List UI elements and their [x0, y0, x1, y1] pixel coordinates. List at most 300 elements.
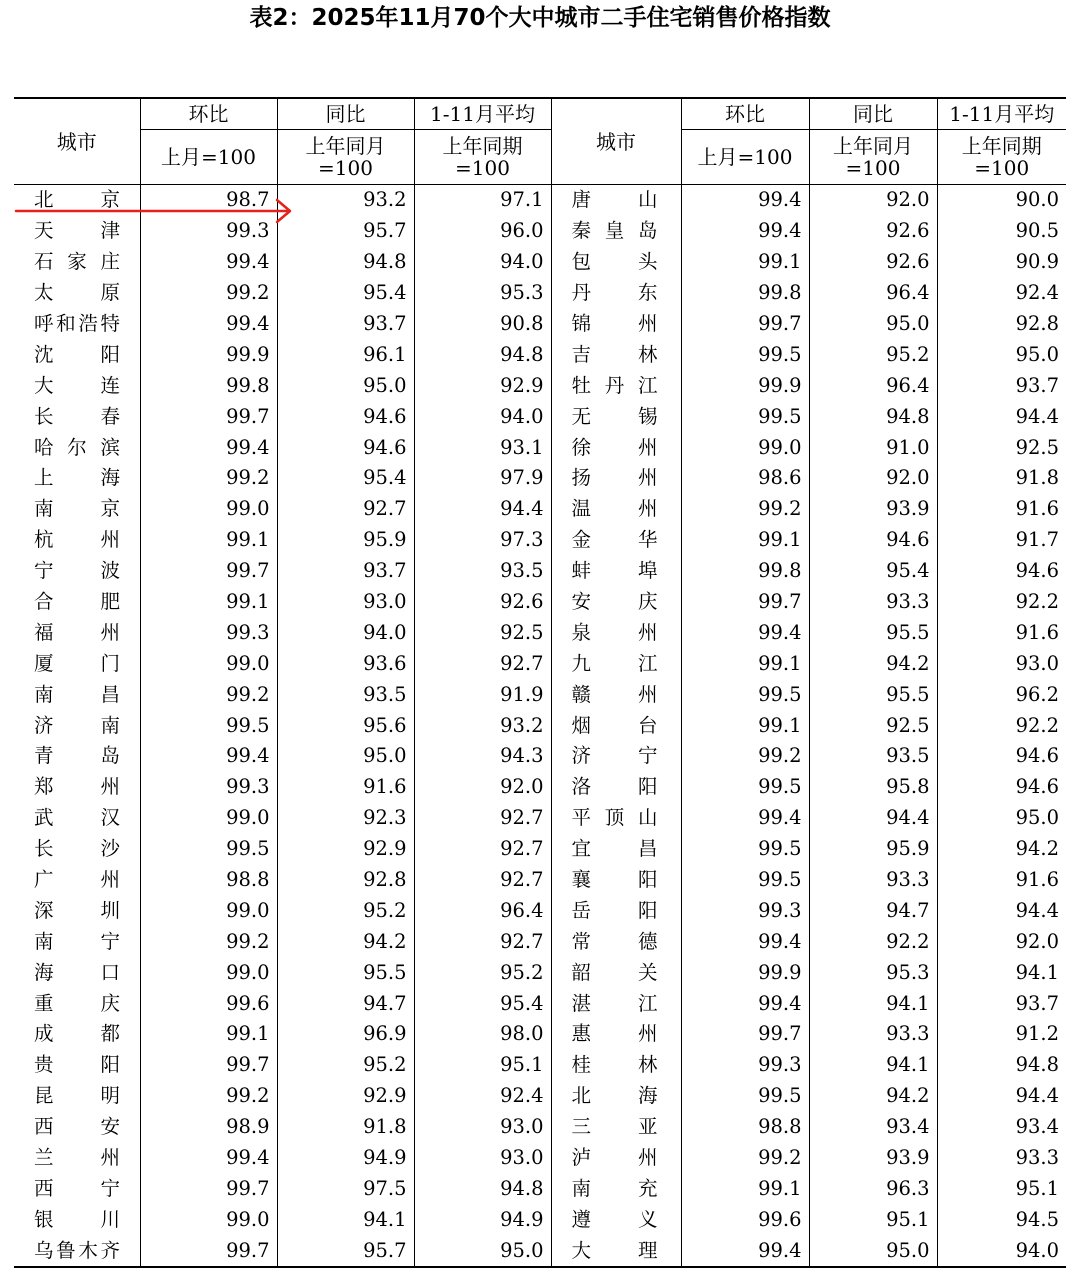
mom-value: 99.1 [140, 587, 277, 618]
mom-value: 99.3 [140, 216, 277, 247]
yoy-value: 91.8 [277, 1112, 414, 1143]
city-name [14, 401, 140, 432]
table-row [14, 1143, 1066, 1174]
city-name [551, 1019, 681, 1050]
avg-value: 92.6 [414, 587, 551, 618]
yoy-value: 94.2 [809, 648, 937, 679]
mom-value: 98.8 [681, 1112, 809, 1143]
yoy-value: 95.4 [277, 463, 414, 494]
city-name [14, 370, 140, 401]
yoy-value: 93.4 [809, 1112, 937, 1143]
table-row [14, 1174, 1066, 1205]
city-name [14, 865, 140, 896]
avg-value: 94.4 [937, 1081, 1066, 1112]
avg-value: 91.6 [937, 494, 1066, 525]
city-name [14, 1081, 140, 1112]
table-row [14, 185, 1066, 216]
city-label: 太 原 [34, 281, 120, 305]
city-name [14, 988, 140, 1019]
mom-value: 99.4 [681, 185, 809, 216]
table-row [14, 247, 1066, 278]
table-row [14, 1050, 1066, 1081]
city-label: 唐 山 [571, 188, 658, 212]
city-name [551, 865, 681, 896]
yoy-value: 93.3 [809, 865, 937, 896]
mom-value: 99.0 [140, 1204, 277, 1235]
avg-value: 91.2 [937, 1019, 1066, 1050]
yoy-value: 94.1 [809, 1050, 937, 1081]
city-label: 昆 明 [34, 1084, 120, 1108]
avg-value: 97.9 [414, 463, 551, 494]
avg-value: 94.0 [937, 1235, 1066, 1267]
avg-value: 93.0 [414, 1143, 551, 1174]
mom-value: 99.9 [140, 339, 277, 370]
avg-value: 92.8 [937, 309, 1066, 340]
city-label: 武 汉 [34, 806, 120, 830]
avg-value: 95.1 [937, 1174, 1066, 1205]
yoy-value: 92.2 [809, 926, 937, 957]
avg-value: 94.6 [937, 741, 1066, 772]
city-name [551, 772, 681, 803]
city-name [551, 1081, 681, 1112]
mom-value: 99.1 [681, 710, 809, 741]
city-name [14, 1235, 140, 1267]
mom-value: 99.1 [681, 525, 809, 556]
mom-value: 99.9 [681, 370, 809, 401]
city-name [14, 1019, 140, 1050]
city-name [14, 556, 140, 587]
avg-value: 94.4 [414, 494, 551, 525]
avg-value: 94.9 [414, 1204, 551, 1235]
mom-value: 99.7 [140, 1174, 277, 1205]
table-row [14, 216, 1066, 247]
yoy-value: 94.8 [277, 247, 414, 278]
mom-value: 99.1 [681, 1174, 809, 1205]
mom-value: 99.0 [681, 432, 809, 463]
table-row [14, 401, 1066, 432]
city-name [551, 432, 681, 463]
table-row [14, 710, 1066, 741]
mom-value: 99.8 [681, 278, 809, 309]
city-name [14, 1143, 140, 1174]
city-name [14, 926, 140, 957]
avg-value: 96.2 [937, 679, 1066, 710]
avg-value: 95.0 [937, 339, 1066, 370]
mom-value: 99.8 [140, 370, 277, 401]
yoy-value: 95.0 [277, 370, 414, 401]
mom-value: 99.5 [140, 710, 277, 741]
avg-value: 95.0 [414, 1235, 551, 1267]
table-row [14, 834, 1066, 865]
city-label: 襄 阳 [571, 868, 658, 892]
table-row [14, 556, 1066, 587]
city-label: 济 宁 [571, 744, 658, 768]
avg-value: 92.7 [414, 648, 551, 679]
avg-value: 95.3 [414, 278, 551, 309]
city-label: 洛 阳 [571, 775, 658, 799]
city-label: 安 庆 [571, 590, 658, 614]
header-mom: 环比 [140, 98, 277, 130]
yoy-value: 95.0 [277, 741, 414, 772]
avg-value: 93.7 [937, 370, 1066, 401]
city-label: 西 宁 [34, 1176, 120, 1200]
avg-value: 97.1 [414, 185, 551, 216]
city-label: 秦 皇 岛 [571, 219, 658, 243]
mom-value: 98.8 [140, 865, 277, 896]
yoy-value: 94.6 [277, 432, 414, 463]
yoy-value: 94.7 [809, 895, 937, 926]
city-name [14, 741, 140, 772]
city-name [551, 278, 681, 309]
table-row [14, 741, 1066, 772]
city-label: 无 锡 [571, 404, 658, 428]
page-title: 表2：2025年11月70个大中城市二手住宅销售价格指数 [249, 5, 831, 31]
city-label: 烟 台 [571, 713, 658, 737]
yoy-value: 93.5 [809, 741, 937, 772]
avg-value: 94.3 [414, 741, 551, 772]
header-mom-base: 上月=100 [140, 130, 277, 185]
mom-value: 99.4 [681, 803, 809, 834]
table-row [14, 957, 1066, 988]
yoy-value: 95.9 [277, 525, 414, 556]
header-mom-base-right: 上月=100 [681, 130, 809, 185]
mom-value: 99.2 [681, 741, 809, 772]
avg-value: 92.0 [937, 926, 1066, 957]
yoy-value: 94.8 [809, 401, 937, 432]
city-label: 哈 尔 滨 [34, 435, 120, 459]
city-name [551, 185, 681, 216]
avg-value: 90.5 [937, 216, 1066, 247]
mom-value: 99.6 [140, 988, 277, 1019]
avg-value: 92.7 [414, 865, 551, 896]
mom-value: 99.0 [140, 648, 277, 679]
city-name [551, 494, 681, 525]
city-name [551, 309, 681, 340]
table-row [14, 278, 1066, 309]
city-name [551, 401, 681, 432]
city-label: 北 海 [571, 1084, 658, 1108]
city-label: 温 州 [571, 497, 658, 521]
city-name [551, 741, 681, 772]
city-name [14, 710, 140, 741]
city-label: 长 春 [34, 404, 120, 428]
city-label: 平 顶 山 [571, 806, 658, 830]
yoy-value: 91.0 [809, 432, 937, 463]
mom-value: 99.5 [681, 401, 809, 432]
avg-value: 95.1 [414, 1050, 551, 1081]
city-label: 广 州 [34, 868, 120, 892]
mom-value: 99.1 [681, 247, 809, 278]
header-avg: 1-11月平均 [414, 98, 551, 130]
table-row [14, 1081, 1066, 1112]
city-label: 吉 林 [571, 342, 658, 366]
mom-value: 99.7 [681, 1019, 809, 1050]
table-row [14, 1204, 1066, 1235]
avg-value: 95.4 [414, 988, 551, 1019]
table-row [14, 988, 1066, 1019]
city-label: 乌 鲁 木 齐 [34, 1238, 120, 1262]
city-label: 桂 林 [571, 1053, 658, 1077]
mom-value: 99.7 [140, 1235, 277, 1267]
mom-value: 99.0 [140, 957, 277, 988]
city-name [551, 247, 681, 278]
yoy-value: 92.3 [277, 803, 414, 834]
mom-value: 99.4 [140, 741, 277, 772]
mom-value: 99.5 [681, 339, 809, 370]
city-name [551, 1204, 681, 1235]
avg-value: 93.3 [937, 1143, 1066, 1174]
yoy-value: 95.2 [277, 895, 414, 926]
mom-value: 99.2 [140, 1081, 277, 1112]
avg-value: 94.4 [937, 895, 1066, 926]
city-label: 福 州 [34, 620, 120, 644]
city-label: 泸 州 [571, 1146, 658, 1170]
mom-value: 99.5 [681, 772, 809, 803]
avg-value: 94.6 [937, 556, 1066, 587]
table-row [14, 463, 1066, 494]
mom-value: 99.5 [681, 834, 809, 865]
city-name [14, 895, 140, 926]
avg-value: 92.5 [414, 617, 551, 648]
mom-value: 99.4 [681, 617, 809, 648]
city-label: 深 圳 [34, 898, 120, 922]
city-name [14, 309, 140, 340]
yoy-value: 95.2 [277, 1050, 414, 1081]
avg-value: 93.1 [414, 432, 551, 463]
yoy-value: 94.1 [277, 1204, 414, 1235]
city-label: 韶 关 [571, 960, 658, 984]
table-row [14, 370, 1066, 401]
city-name [14, 1050, 140, 1081]
city-name [14, 247, 140, 278]
table-row [14, 865, 1066, 896]
city-name [14, 772, 140, 803]
avg-value: 90.0 [937, 185, 1066, 216]
avg-value: 93.5 [414, 556, 551, 587]
city-name [551, 1235, 681, 1267]
mom-value: 99.3 [140, 617, 277, 648]
price-index-table [14, 97, 1066, 1268]
mom-value: 99.0 [140, 494, 277, 525]
city-name [551, 988, 681, 1019]
avg-value: 92.5 [937, 432, 1066, 463]
yoy-value: 91.6 [277, 772, 414, 803]
city-label: 遵 义 [571, 1207, 658, 1231]
city-name [14, 216, 140, 247]
yoy-value: 93.5 [277, 679, 414, 710]
city-name [14, 432, 140, 463]
avg-value: 94.2 [937, 834, 1066, 865]
mom-value: 99.1 [140, 1019, 277, 1050]
yoy-value: 92.7 [277, 494, 414, 525]
avg-value: 94.0 [414, 247, 551, 278]
mom-value: 99.5 [140, 834, 277, 865]
avg-value: 93.7 [937, 988, 1066, 1019]
mom-value: 99.9 [681, 957, 809, 988]
city-name [14, 648, 140, 679]
avg-value: 92.7 [414, 926, 551, 957]
avg-value: 94.8 [414, 1174, 551, 1205]
yoy-value: 97.5 [277, 1174, 414, 1205]
yoy-value: 96.4 [809, 278, 937, 309]
yoy-value: 94.1 [809, 988, 937, 1019]
city-label: 包 头 [571, 250, 658, 274]
mom-value: 99.7 [681, 587, 809, 618]
avg-value: 94.8 [414, 339, 551, 370]
avg-value: 91.8 [937, 463, 1066, 494]
city-name [14, 587, 140, 618]
yoy-value: 95.5 [277, 957, 414, 988]
table-row [14, 895, 1066, 926]
city-label: 南 京 [34, 497, 120, 521]
header-yoy-base: 上年同月 =100 [277, 130, 414, 185]
table-row [14, 587, 1066, 618]
yoy-value: 95.2 [809, 339, 937, 370]
city-name [14, 617, 140, 648]
table-row [14, 648, 1066, 679]
city-name [14, 339, 140, 370]
city-label: 南 昌 [34, 682, 120, 706]
mom-value: 99.5 [681, 679, 809, 710]
city-name [14, 278, 140, 309]
city-label: 金 华 [571, 528, 658, 552]
avg-value: 90.9 [937, 247, 1066, 278]
city-name [551, 370, 681, 401]
city-label: 泉 州 [571, 620, 658, 644]
yoy-value: 95.4 [277, 278, 414, 309]
city-label: 重 庆 [34, 991, 120, 1015]
yoy-value: 96.9 [277, 1019, 414, 1050]
yoy-value: 95.6 [277, 710, 414, 741]
yoy-value: 92.0 [809, 463, 937, 494]
header-yoy: 同比 [277, 98, 414, 130]
mom-value: 99.2 [140, 679, 277, 710]
yoy-value: 92.8 [277, 865, 414, 896]
yoy-value: 96.1 [277, 339, 414, 370]
yoy-value: 94.6 [809, 525, 937, 556]
city-label: 海 口 [34, 960, 120, 984]
mom-value: 99.4 [140, 247, 277, 278]
yoy-value: 95.4 [809, 556, 937, 587]
mom-value: 99.1 [681, 648, 809, 679]
yoy-value: 94.7 [277, 988, 414, 1019]
yoy-value: 93.3 [809, 1019, 937, 1050]
city-label: 九 江 [571, 651, 658, 675]
avg-value: 96.4 [414, 895, 551, 926]
mom-value: 99.7 [140, 1050, 277, 1081]
city-label: 石 家 庄 [34, 250, 120, 274]
table-row [14, 494, 1066, 525]
header-avg-base-right: 上年同期 =100 [937, 130, 1066, 185]
city-name [551, 679, 681, 710]
avg-value: 91.7 [937, 525, 1066, 556]
table-row [14, 1235, 1066, 1267]
city-name [551, 1050, 681, 1081]
mom-value: 98.9 [140, 1112, 277, 1143]
city-label: 湛 江 [571, 991, 658, 1015]
mom-value: 99.3 [681, 1050, 809, 1081]
avg-value: 94.5 [937, 1204, 1066, 1235]
mom-value: 99.2 [681, 1143, 809, 1174]
city-name [14, 1112, 140, 1143]
yoy-value: 92.9 [277, 834, 414, 865]
table-row [14, 525, 1066, 556]
city-label: 贵 阳 [34, 1053, 120, 1077]
table-row [14, 1019, 1066, 1050]
city-label: 天 津 [34, 219, 120, 243]
city-label: 宜 昌 [571, 837, 658, 861]
city-name [551, 1112, 681, 1143]
avg-value: 93.0 [937, 648, 1066, 679]
yoy-value: 95.1 [809, 1204, 937, 1235]
city-name [14, 803, 140, 834]
city-label: 大 连 [34, 373, 120, 397]
mom-value: 99.7 [681, 309, 809, 340]
avg-value: 94.1 [937, 957, 1066, 988]
yoy-value: 95.0 [809, 1235, 937, 1267]
city-label: 青 岛 [34, 744, 120, 768]
avg-value: 92.4 [414, 1081, 551, 1112]
city-name [551, 926, 681, 957]
yoy-value: 92.0 [809, 185, 937, 216]
city-name [551, 1143, 681, 1174]
city-name [551, 834, 681, 865]
avg-value: 93.2 [414, 710, 551, 741]
mom-value: 99.4 [681, 926, 809, 957]
yoy-value: 95.5 [809, 617, 937, 648]
avg-value: 95.0 [937, 803, 1066, 834]
city-label: 牡 丹 江 [571, 373, 658, 397]
mom-value: 99.4 [140, 309, 277, 340]
city-label: 蚌 埠 [571, 559, 658, 583]
city-name [551, 339, 681, 370]
yoy-value: 93.9 [809, 494, 937, 525]
header-yoy-base-right: 上年同月 =100 [809, 130, 937, 185]
yoy-value: 95.7 [277, 1235, 414, 1267]
city-label: 扬 州 [571, 466, 658, 490]
city-label: 赣 州 [571, 682, 658, 706]
avg-value: 97.3 [414, 525, 551, 556]
city-name [14, 525, 140, 556]
table-row [14, 679, 1066, 710]
mom-value: 99.4 [140, 1143, 277, 1174]
mom-value: 99.7 [140, 401, 277, 432]
mom-value: 99.5 [681, 865, 809, 896]
yoy-value: 92.6 [809, 247, 937, 278]
city-name [551, 463, 681, 494]
city-label: 常 德 [571, 929, 658, 953]
table-row [14, 772, 1066, 803]
city-name [551, 1174, 681, 1205]
avg-value: 91.6 [937, 617, 1066, 648]
avg-value: 92.0 [414, 772, 551, 803]
avg-value: 94.8 [937, 1050, 1066, 1081]
city-name [14, 1174, 140, 1205]
city-name [551, 525, 681, 556]
city-label: 岳 阳 [571, 898, 658, 922]
city-label: 南 充 [571, 1176, 658, 1200]
city-name [14, 957, 140, 988]
avg-value: 98.0 [414, 1019, 551, 1050]
city-label: 成 都 [34, 1022, 120, 1046]
yoy-value: 92.6 [809, 216, 937, 247]
city-label: 三 亚 [571, 1115, 658, 1139]
city-label: 南 宁 [34, 929, 120, 953]
city-label: 厦 门 [34, 651, 120, 675]
table-row [14, 803, 1066, 834]
mom-value: 98.7 [140, 185, 277, 216]
city-label: 合 肥 [34, 590, 120, 614]
